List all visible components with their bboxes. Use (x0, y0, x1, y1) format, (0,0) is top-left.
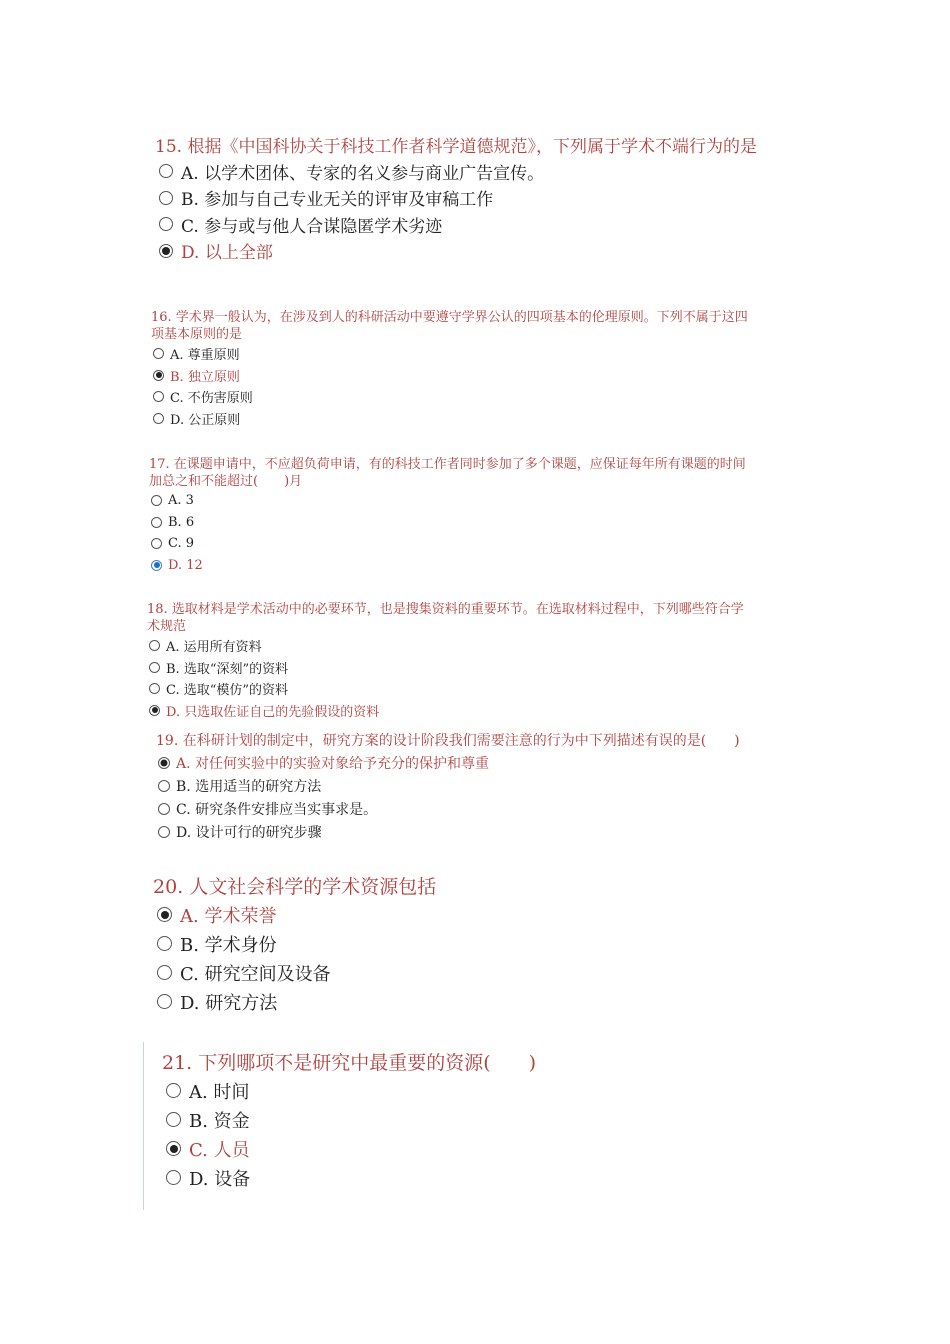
radio-icon[interactable] (153, 413, 164, 424)
radio-icon[interactable] (158, 803, 170, 815)
option-d[interactable] (159, 238, 855, 265)
option-d[interactable] (158, 820, 816, 843)
question-title (147, 601, 807, 635)
option-c[interactable] (157, 958, 753, 987)
option-a[interactable] (158, 751, 816, 774)
question-title: 19. 在科研计划的制定中，研究方案的设计阶段我们需要注意的行为中下列描述有误的是( ) (156, 733, 740, 749)
radio-icon[interactable] (166, 1170, 181, 1185)
option-d[interactable] (157, 987, 753, 1016)
radio-icon[interactable] (158, 780, 170, 792)
radio-icon[interactable] (166, 1112, 181, 1127)
question-20 (153, 874, 753, 1016)
radio-selected-icon[interactable] (158, 757, 170, 769)
option-b[interactable] (153, 365, 811, 387)
radio-icon[interactable] (151, 517, 162, 528)
option-c[interactable] (149, 678, 807, 700)
option-b[interactable] (159, 185, 855, 212)
option-label: A. 3 (168, 493, 194, 509)
radio-icon[interactable] (166, 1083, 181, 1098)
option-label: D. 设计可行的研究步骤 (176, 824, 322, 841)
option-a[interactable] (157, 900, 753, 929)
radio-selected-icon[interactable] (166, 1141, 181, 1156)
option-b[interactable] (157, 929, 753, 958)
question-21 (162, 1050, 722, 1192)
radio-icon[interactable] (153, 391, 164, 402)
option-label: A. 学术荣誉 (180, 905, 277, 927)
option-label: C. 选取“模仿”的资料 (166, 683, 289, 699)
radio-selected-icon[interactable] (149, 705, 160, 716)
option-label: A. 以学术团体、专家的名义参与商业广告宣传。 (181, 163, 545, 184)
option-c[interactable] (158, 797, 816, 820)
question-21-container (143, 1042, 744, 1210)
option-label: B. 选用适当的研究方法 (176, 778, 322, 795)
option-label: C. 研究空间及设备 (180, 963, 331, 985)
question-title (151, 309, 811, 343)
question-title-line-2: 加总之和不能超过( )月 (149, 474, 303, 489)
question-19 (156, 731, 816, 843)
radio-icon[interactable] (151, 495, 162, 506)
option-label: C. 人员 (189, 1139, 250, 1161)
radio-selected-icon[interactable] (157, 907, 172, 922)
option-d[interactable] (166, 1163, 722, 1192)
option-label: C. 9 (168, 536, 195, 552)
option-label: C. 研究条件安排应当实事求是。 (176, 801, 378, 818)
option-b[interactable] (149, 657, 807, 679)
option-a[interactable] (159, 158, 855, 185)
option-a[interactable] (166, 1076, 722, 1105)
option-b[interactable] (166, 1105, 722, 1134)
option-label: B. 参加与自己专业无关的评审及审稿工作 (181, 190, 494, 211)
option-label: D. 研究方法 (180, 992, 278, 1014)
option-label: B. 独立原则 (170, 369, 240, 385)
option-label: B. 资金 (189, 1110, 250, 1132)
option-d[interactable] (149, 700, 807, 722)
question-title-line-2: 术规范 (147, 619, 187, 634)
question-title (149, 456, 809, 490)
option-label: A. 运用所有资料 (166, 640, 262, 656)
question-title: 20. 人文社会科学的学术资源包括 (153, 876, 437, 898)
radio-icon[interactable] (159, 191, 173, 205)
option-label: D. 设备 (189, 1168, 251, 1190)
option-a[interactable] (149, 635, 807, 657)
option-label: B. 6 (168, 514, 195, 530)
radio-icon[interactable] (157, 936, 172, 951)
option-label: D. 只选取佐证自己的先验假设的资料 (166, 704, 380, 720)
radio-icon[interactable] (149, 683, 160, 694)
option-d[interactable] (151, 555, 809, 577)
question-title-line-1: 17. 在课题申请中，不应超负荷申请，有的科技工作者同时参加了多个课题，应保证每年所有课题的时间 (149, 457, 746, 472)
radio-icon[interactable] (159, 164, 173, 178)
radio-icon[interactable] (153, 348, 164, 359)
option-a[interactable] (153, 343, 811, 365)
question-17 (149, 456, 809, 576)
option-c[interactable] (153, 386, 811, 408)
option-a[interactable] (151, 490, 809, 512)
radio-icon[interactable] (149, 662, 160, 673)
option-label: D. 以上全部 (181, 243, 273, 264)
radio-icon[interactable] (157, 965, 172, 980)
question-title-line-2: 项基本原则的是 (151, 327, 243, 342)
radio-icon[interactable] (157, 994, 172, 1009)
radio-selected-icon[interactable] (153, 370, 164, 381)
option-label: B. 选取“深刻”的资料 (166, 661, 289, 677)
question-title-line-1: 18. 选取材料是学术活动中的必要环节，也是搜集资料的重要环节。在选取材料过程中，下列哪些符合学 (147, 602, 744, 617)
option-label: D. 12 (168, 557, 203, 573)
question-15 (155, 136, 855, 264)
option-c[interactable] (166, 1134, 722, 1163)
option-b[interactable] (151, 512, 809, 534)
radio-selected-icon[interactable] (151, 560, 162, 571)
option-label: A. 对任何实验中的实验对象给予充分的保护和尊重 (176, 755, 490, 772)
option-label: B. 学术身份 (180, 934, 277, 956)
option-c[interactable] (151, 533, 809, 555)
option-label: A. 时间 (189, 1081, 250, 1103)
question-title: 15. 根据《中国科协关于科技工作者科学道德规范》，下列属于学术不端行为的是 (155, 137, 757, 157)
option-label: C. 参与或与他人合谋隐匿学术劣迹 (181, 216, 443, 237)
question-title: 21. 下列哪项不是研究中最重要的资源( ) (162, 1052, 537, 1074)
option-b[interactable] (158, 774, 816, 797)
radio-icon[interactable] (158, 826, 170, 838)
radio-icon[interactable] (149, 640, 160, 651)
option-label: C. 不伤害原则 (170, 391, 253, 407)
radio-icon[interactable] (159, 217, 173, 231)
option-label: A. 尊重原则 (170, 348, 240, 364)
question-18 (147, 601, 807, 721)
option-label: D. 公正原则 (170, 412, 241, 428)
option-d[interactable] (153, 408, 811, 430)
option-c[interactable] (159, 211, 855, 238)
radio-icon[interactable] (151, 538, 162, 549)
question-16 (151, 309, 811, 429)
radio-selected-icon[interactable] (159, 244, 173, 258)
question-title-line-1: 16. 学术界一般认为，在涉及到人的科研活动中要遵守学界公认的四项基本的伦理原则。下列不属于这四 (151, 310, 748, 325)
